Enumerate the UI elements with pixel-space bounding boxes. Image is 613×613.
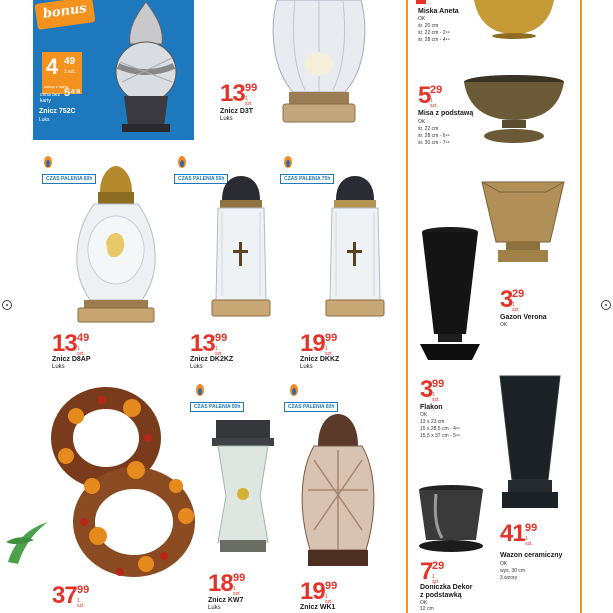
price-d3t: 13 99 1 szt.	[220, 80, 258, 107]
znicz-dk2kz-image	[208, 172, 274, 324]
price-wk1: 19 99 1 szt.	[300, 578, 338, 605]
name-dk2kz: Znicz DK2KZ	[190, 356, 234, 363]
name-dkkz: Znicz DKKZ	[300, 356, 340, 363]
name-misa: Misa z podstawą	[418, 110, 474, 117]
doniczka-dekor-image	[416, 484, 486, 556]
burn-time-tag: CZAS PALENIA 60h	[42, 174, 96, 184]
promo-old-price: cena bez karty 5⁴⁹	[40, 87, 81, 104]
name-d8ap: Znicz D8AP	[52, 356, 91, 363]
znicz-wk1-image	[296, 410, 380, 570]
name-doniczka: Doniczka Dekor	[420, 584, 473, 591]
name-kw7: Znicz KW7	[208, 597, 244, 604]
price-gazon: 3 29 1 szt.	[500, 286, 525, 313]
miska-aneta-image	[470, 0, 558, 40]
price-wazon: 41 99 1 szt.	[500, 520, 538, 547]
price-wreath: 37 99 1 szt.	[52, 582, 90, 609]
registration-mark-icon	[2, 300, 12, 310]
flame-icon	[44, 156, 52, 168]
bonus-logo: bonus	[34, 0, 95, 30]
price-misa: 5 29 1 szt.	[418, 82, 443, 109]
burn-time-tag: CZAS PALENIA 55h	[174, 174, 228, 184]
promo-product-name: Znicz 752C	[39, 108, 76, 115]
name-flakon: Flakon	[420, 404, 443, 411]
burn-time-tag: CZAS PALENIA 75h	[280, 174, 334, 184]
column-divider	[580, 0, 582, 613]
promo-product-brand: Luks	[39, 117, 50, 123]
brand-dk2kz: Luks	[190, 364, 203, 370]
brand-dkkz: Luks	[300, 364, 313, 370]
brand-d8ap: Luks	[52, 364, 65, 370]
znicz-kw7-image	[208, 416, 278, 562]
name-d3t: Znicz D3T	[220, 108, 254, 115]
column-divider	[406, 0, 408, 613]
znicz-d8ap-image	[70, 162, 162, 326]
znicz-d3t-image	[265, 0, 373, 130]
brand-d3t: Luks	[220, 116, 233, 122]
promo-price-badge: 4 49 1 szt. zakup z kartą	[42, 52, 82, 94]
burn-time-tag: CZAS PALENIA 60h	[284, 402, 338, 412]
flame-icon	[178, 156, 186, 168]
name-wk1: Znicz WK1	[300, 604, 336, 611]
price-dkkz: 19 99 1 szt.	[300, 330, 338, 357]
price-d8ap: 13 49 1 szt.	[52, 330, 90, 357]
price-dk2kz: 13 99 1 szt.	[190, 330, 228, 357]
znicz-dkkz-image	[322, 172, 388, 324]
burn-time-tag: CZAS PALENIA 50h	[190, 402, 244, 412]
gazon-verona-image	[480, 178, 566, 268]
name-gazon: Gazon Verona	[500, 314, 547, 321]
price-fragment	[416, 0, 426, 4]
flame-icon	[284, 156, 292, 168]
flame-icon	[196, 384, 204, 396]
name-wazon: Wazon ceramiczny	[500, 552, 563, 559]
flakon-image	[414, 226, 486, 364]
green-leaf-decoration	[4, 512, 50, 568]
price-kw7: 18 99 1 szt.	[208, 570, 246, 597]
brand-kw7: Luks	[208, 605, 221, 611]
misa-z-podstawa-image	[462, 74, 566, 148]
wazon-ceramiczny-image	[494, 372, 566, 512]
wreath-image	[36, 386, 196, 582]
price-flakon: 3 99 1 szt.	[420, 376, 445, 403]
name-doniczka-line2: z podstawką	[420, 592, 462, 599]
price-doniczka: 7 29 1 szt.	[420, 558, 445, 585]
name-miska: Miska Aneta	[418, 8, 459, 15]
flame-icon	[290, 384, 298, 396]
registration-mark-icon	[601, 300, 611, 310]
znicz-752c-image	[106, 0, 186, 136]
